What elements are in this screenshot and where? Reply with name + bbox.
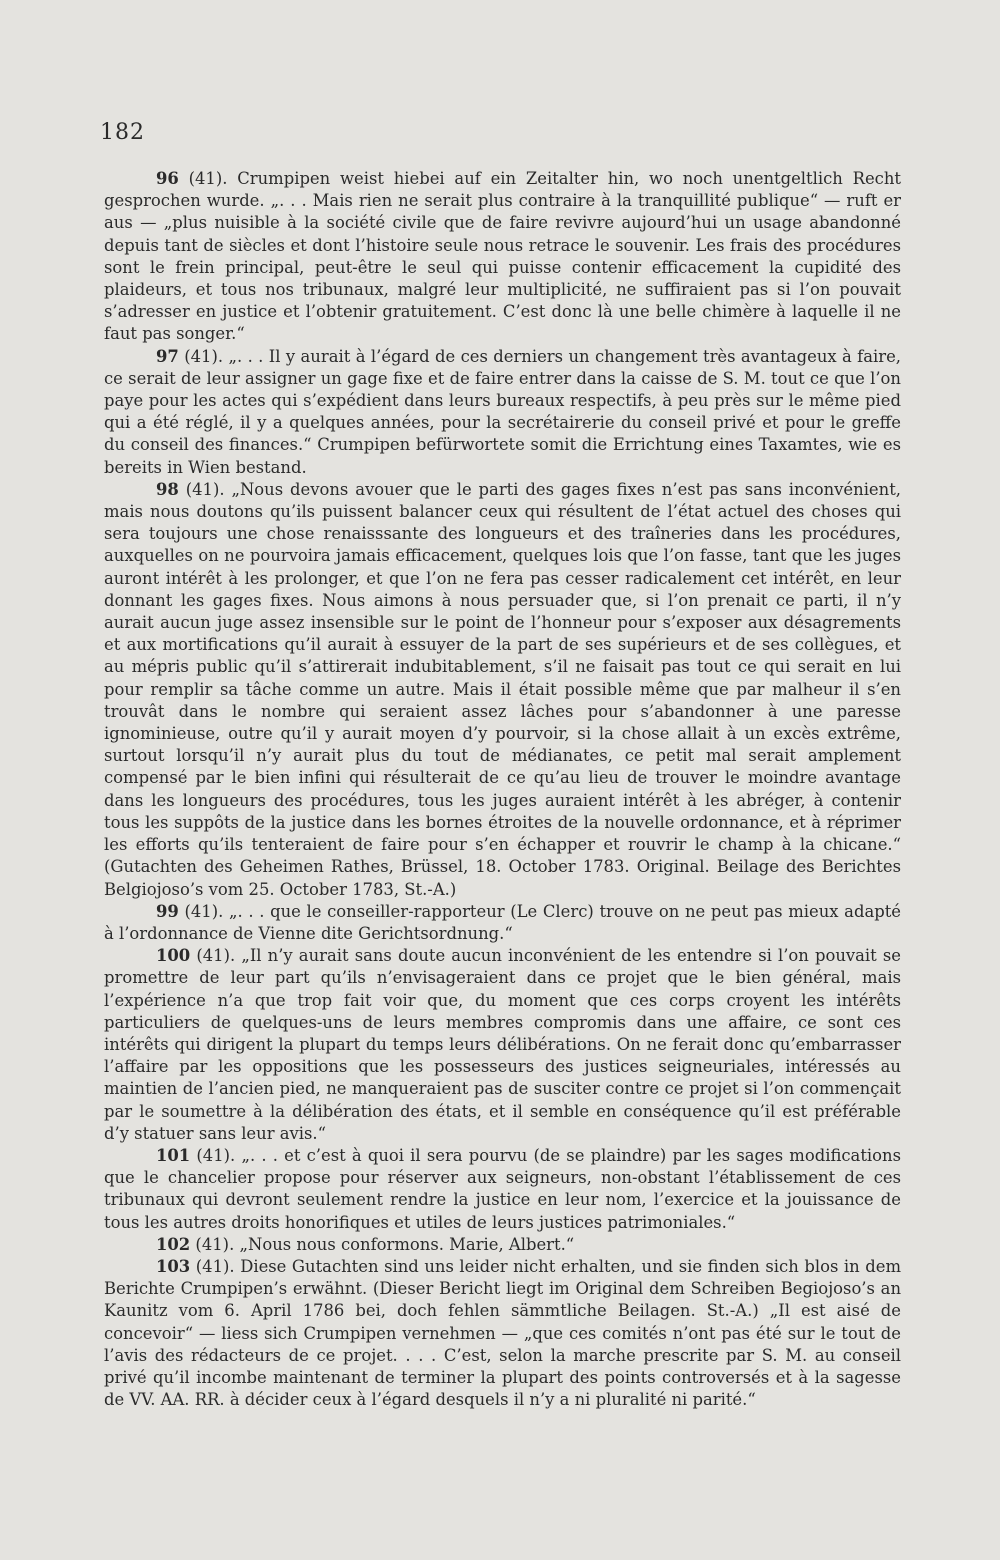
note-103	[104, 1256, 901, 1411]
note-99	[104, 901, 901, 945]
note-ref: (41).	[178, 169, 238, 188]
note-text: „Nous nous conformons. Marie, Albert.“	[239, 1234, 575, 1254]
note-96	[104, 168, 901, 346]
note-number: 96	[156, 169, 179, 188]
note-101	[104, 1145, 901, 1234]
note-text: „. . . que le conseiller-rapporteur (Le Clerc) trouve on ne peut pas mieux adapté à l’ordonnance de Vienne dite Gerichtsordnung.“	[104, 901, 901, 943]
note-number: 98	[156, 479, 179, 499]
note-text: „. . . et c’est à quoi il sera pourvu (de se plaindre) par les sages modifications que le chancelier propose pour réserver aux seigneurs, non-obstant l’établissement de ces tribunaux qui devront seulement rendre la justice en leur nom, l’exercice et la jouissance de tous les autres droits honorifiques et utiles de leurs justices patrimoniales.“	[104, 1145, 901, 1232]
note-number: 102	[156, 1234, 191, 1254]
note-ref: (41).	[178, 479, 232, 499]
note-number: 103	[156, 1256, 191, 1276]
note-ref: (41).	[178, 901, 229, 921]
note-number: 97	[156, 346, 179, 366]
note-97	[104, 346, 901, 479]
note-number: 99	[156, 901, 179, 921]
note-ref: (41).	[190, 1145, 242, 1165]
note-ref: (41).	[190, 1234, 240, 1254]
note-text: Crumpipen weist hiebei auf ein Zeitalter hin, wo noch unentgeltlich Recht gesprochen wurde. „. . . Mais rien ne serait plus contraire à la tranquillité publique“ — ruft er aus — „plus nuisible à la société civile que de faire revivre aujourd’hui un usage abandonné depuis tant de siècles et dont l’histoire seule nous retrace le souvenir. Les frais des procédures sont le frein principal, peut-être le seul qui puisse contenir efficacement la cupidité des plaideurs, et tous nos tribunaux, malgré leur multiplicité, ne suffiraient pas si l’on pouvait s’adresser en justice et l’obtenir gratuitement. C’est donc là une belle chimère à laquelle il ne faut pas songer.“	[104, 169, 902, 344]
note-ref: (41).	[178, 346, 229, 366]
note-text: Diese Gutachten sind uns leider nicht erhalten, und sie finden sich blos in dem Berichte Crumpipen’s erwähnt. (Dieser Bericht liegt im Original dem Schreiben Begiojoso’s an Kaunitz vom 6. April 1786 bei, doch fehlen sämmtliche Beilagen. St.-A.) „Il est aisé de concevoir“ — liess sich Crumpipen vernehmen — „que ces comités n’ont pas été sur le tout de l’avis des rédacteurs de ce projet. . . . C’est, selon la marche prescrite par S. M. au conseil privé qu’il incombe maintenant de terminer la plupart des points controversés et à la sagesse de VV. AA. RR. à décider ceux à l’égard desquels il n’y a ni pluralité ni parité.“	[104, 1256, 901, 1410]
note-number: 100	[156, 946, 191, 966]
note-98	[104, 479, 901, 901]
note-text: „. . . Il y aurait à l’égard de ces derniers un changement très avantageux à faire, ce serait de leur assigner un gage fixe et de faire entrer dans la caisse de S. M. tout ce que l’on paye pour les actes qui s’expédient dans leurs bureaux respectifs, à peu près sur le même pied qui a été réglé, il y a quelques années, pour la secrétairerie du conseil privé et pour le greffe du conseil des finances.“ Crumpipen befürwortete somit die Errichtung eines Taxamtes, wie es bereits in Wien bestand.	[104, 346, 902, 477]
note-ref: (41).	[190, 946, 242, 966]
note-100	[104, 945, 901, 1145]
note-number: 101	[156, 1145, 191, 1165]
note-ref: (41).	[190, 1256, 241, 1276]
note-text: „Il n’y aurait sans doute aucun inconvénient de les entendre si l’on pouvait se promettre de leur part qu’ils n’envisageraient dans ce projet que le bien général, mais l’expérience n’a que trop fait voir que, du moment que ces corps croyent les intérêts particuliers de quelques-uns de leurs membres compromis dans une affaire, ce sont ces intérêts qui dirigent la plupart du temps leurs délibérations. On ne ferait donc qu’embarrasser l’affaire par les oppositions que les possesseurs des justices seigneuriales, intéressés au maintien de l’ancien pied, ne manqueraient pas de susciter contre ce projet si l’on commençait par le soumettre à la délibération des états, et il semble en conséquence qu’il est préférable d’y statuer sans leur avis.“	[104, 946, 901, 1143]
note-102	[104, 1234, 901, 1256]
page-number: 182	[100, 120, 145, 145]
note-text: „Nous devons avouer que le parti des gages fixes n’est pas sans inconvénient, mais nous doutons qu’ils puissent balancer ceux qui résultent de l’état actuel des choses qui sera toujours une chose renaisssante des longueurs et des traîneries dans les procédures, auxquelles on ne pourvoira jamais efficacement, quelques lois que l’on fasse, tant que les juges auront intérêt à les prolonger, et que l’on ne fera pas cesser radicalement cet intérêt, en leur donnant les gages fixes. Nous aimons à nous persuader que, si l’on prenait ce parti, il n’y aurait aucun juge assez insensible sur le point de l’honneur pour s’exposer aux désagrements et aux mortifications qu’il aurait à essuyer de la part de ses supérieurs et de ses collègues, et au mépris public qu’il s’attirerait indubitablement, s’il ne faisait pas tout ce qui serait en lui pour remplir sa tâche comme un autre. Mais il était possible même que par malheur il s’en trouvât dans le nombre qui seraient assez lâches pour s’abandonner à une paresse ignominieuse, outre qu’il y aurait moyen d’y pourvoir, si la chose allait à un excès extrême, surtout lorsqu’il n’y aurait plus du tout de médianates, ce petit mal serait amplement compensé par le bien infini qui résulterait de ce qu’au lieu de trouver le moindre avantage dans les longueurs des procédures, tous les juges auraient intérêt à les abréger, à contenir tous les suppôts de la justice dans les bornes étroites de la nouvelle ordonnance, et à réprimer les efforts qu’ils tenteraient de faire pour s’en échapper et rouvrir le champ à la chicane.“ (Gutachten des Geheimen Rathes, Brüssel, 18. October 1783. Original. Beilage des Berichtes Belgiojoso’s vom 25. October 1783, St.-A.)	[104, 479, 901, 899]
footnotes-body	[104, 168, 901, 1411]
